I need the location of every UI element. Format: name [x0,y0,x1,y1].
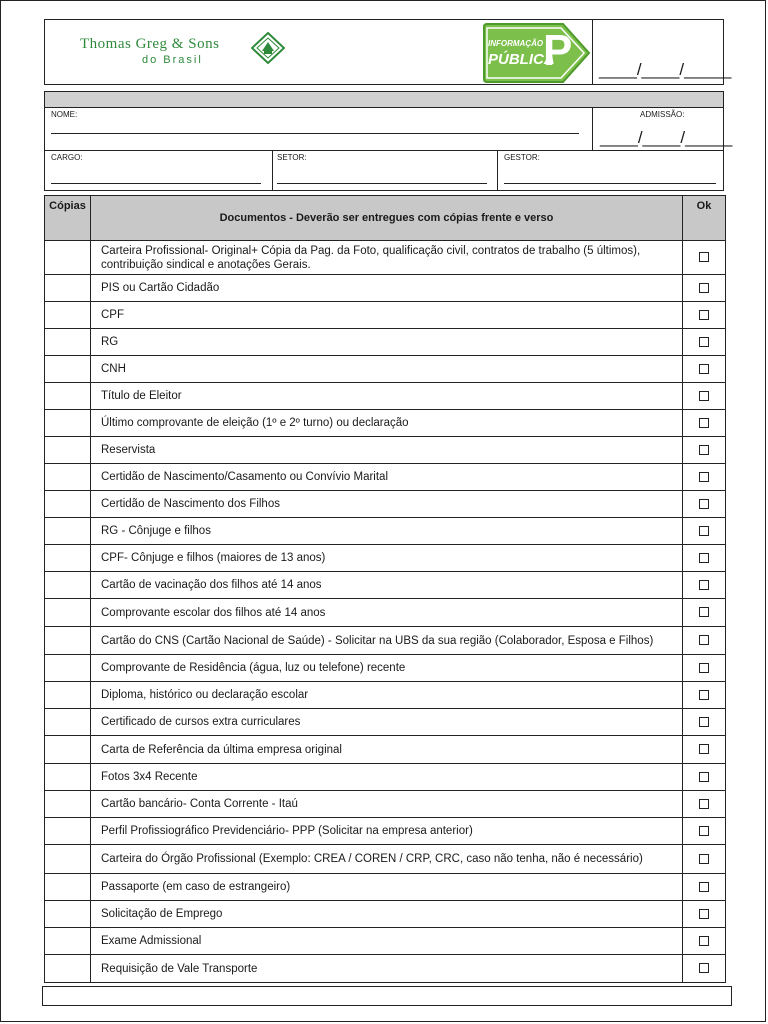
ok-checkbox[interactable] [699,635,709,645]
document-name: Título de Eleitor [91,383,683,410]
ok-checkbox[interactable] [699,526,709,536]
document-name: Carteira Profissional- Original+ Cópia da Pag. da Foto, qualificação civil, contratos de trabalho (5 últimos), contribuição sindical e anotações Gerais. [91,241,683,275]
document-date-field[interactable]: ____/____/_____ [599,60,732,79]
ok-cell [683,874,726,901]
table-row [45,275,726,302]
cargo-label: CARGO: [51,153,83,162]
ok-cell [683,682,726,709]
document-name: Último comprovante de eleição (1º e 2º turno) ou declaração [91,410,683,437]
table-row [45,901,726,928]
ok-checkbox[interactable] [699,418,709,428]
copies-cell[interactable] [45,791,91,818]
document-name: CPF- Cônjuge e filhos (maiores de 13 anos) [91,545,683,572]
copies-cell[interactable] [45,302,91,329]
document-name: Cartão bancário- Conta Corrente - Itaú [91,791,683,818]
ok-cell [683,736,726,764]
document-name: Reservista [91,437,683,464]
ok-checkbox[interactable] [699,364,709,374]
copies-cell[interactable] [45,599,91,627]
copies-cell[interactable] [45,572,91,599]
copies-cell[interactable] [45,928,91,955]
document-name: Cartão de vacinação dos filhos até 14 anos [91,572,683,599]
table-row [45,791,726,818]
diamond-emblem-icon [251,32,285,64]
setor-label: SETOR: [277,153,307,162]
copies-cell[interactable] [45,955,91,983]
ok-cell [683,791,726,818]
ok-checkbox[interactable] [699,963,709,973]
copies-cell[interactable] [45,736,91,764]
ok-cell [683,545,726,572]
copies-cell[interactable] [45,491,91,518]
copies-cell[interactable] [45,383,91,410]
ok-cell [683,491,726,518]
copies-cell[interactable] [45,329,91,356]
document-name: RG - Cônjuge e filhos [91,518,683,545]
info-divider-admissao [592,108,593,150]
table-row [45,818,726,845]
ok-checkbox[interactable] [699,252,709,262]
copies-cell[interactable] [45,410,91,437]
table-row [45,736,726,764]
info-divider-gestor [497,151,498,191]
table-row [45,955,726,983]
ok-cell [683,599,726,627]
table-header-row [45,196,726,241]
ok-cell [683,764,726,791]
document-name: Passaporte (em caso de estrangeiro) [91,874,683,901]
ok-cell [683,572,726,599]
copies-cell[interactable] [45,241,91,275]
badge-letter: P [543,26,573,75]
document-name: Fotos 3x4 Recente [91,764,683,791]
copies-cell[interactable] [45,655,91,682]
copies-cell[interactable] [45,682,91,709]
copies-cell[interactable] [45,845,91,874]
ok-cell [683,437,726,464]
ok-checkbox[interactable] [699,391,709,401]
column-header-ok: Ok [683,196,726,241]
document-name: CPF [91,302,683,329]
table-row [45,545,726,572]
ok-cell [683,955,726,983]
ok-cell [683,329,726,356]
copies-cell[interactable] [45,545,91,572]
ok-cell [683,627,726,655]
copies-cell[interactable] [45,437,91,464]
table-row [45,356,726,383]
ok-checkbox[interactable] [699,580,709,590]
table-row [45,383,726,410]
ok-cell [683,655,726,682]
document-name: Requisição de Vale Transporte [91,955,683,983]
ok-checkbox[interactable] [699,607,709,617]
table-row [45,764,726,791]
copies-cell[interactable] [45,627,91,655]
badge-label-main: PÚBLICA [488,51,555,68]
table-row [45,302,726,329]
ok-checkbox[interactable] [699,717,709,727]
nome-field[interactable] [51,133,579,134]
ok-checkbox[interactable] [699,854,709,864]
table-row [45,572,726,599]
ok-checkbox[interactable] [699,882,709,892]
copies-cell[interactable] [45,709,91,736]
copies-cell[interactable] [45,356,91,383]
table-row [45,627,726,655]
table-row [45,518,726,545]
document-name: Cartão do CNS (Cartão Nacional de Saúde) - Solicitar na UBS da sua região (Colaborador, Esposa e Filhos) [91,627,683,655]
table-row [45,410,726,437]
document-name: Diploma, histórico ou declaração escolar [91,682,683,709]
logo-name: Thomas Greg & Sons [80,36,220,52]
ok-cell [683,709,726,736]
copies-cell[interactable] [45,901,91,928]
document-name: Certificado de cursos extra curriculares [91,709,683,736]
document-name: Carta de Referência da última empresa original [91,736,683,764]
ok-checkbox[interactable] [699,310,709,320]
table-row [45,655,726,682]
column-header-copias: Cópias [45,196,91,241]
ok-cell [683,410,726,437]
info-header-bar [45,92,723,108]
table-row [45,329,726,356]
ok-checkbox[interactable] [699,499,709,509]
ok-cell [683,302,726,329]
table-row [45,682,726,709]
footer-box [42,986,732,1006]
ok-checkbox[interactable] [699,799,709,809]
company-logo [80,32,290,72]
gestor-field[interactable] [504,183,716,184]
nome-label: NOME: [51,110,78,119]
document-name: Carteira do Órgão Profissional (Exemplo: CREA / COREN / CRP, CRC, caso não tenha, não é necessário) [91,845,683,874]
document-header [44,19,732,85]
ok-checkbox[interactable] [699,936,709,946]
ok-checkbox[interactable] [699,690,709,700]
badge-label-top: INFORMAÇÃO [488,39,544,48]
ok-cell [683,518,726,545]
document-name: RG [91,329,683,356]
ok-cell [683,845,726,874]
column-header-documentos: Documentos - Deverão ser entregues com cópias frente e verso [91,196,683,241]
ok-cell [683,241,726,275]
document-name: Certidão de Nascimento dos Filhos [91,491,683,518]
ok-cell [683,356,726,383]
ok-checkbox[interactable] [699,283,709,293]
ok-checkbox[interactable] [699,909,709,919]
copies-cell[interactable] [45,275,91,302]
table-row [45,491,726,518]
document-name: Exame Admissional [91,928,683,955]
table-row [45,464,726,491]
admissao-date-field[interactable]: ____/____/_____ [600,128,733,147]
ok-cell [683,275,726,302]
ok-checkbox[interactable] [699,445,709,455]
copies-cell[interactable] [45,464,91,491]
logo-subtitle: do Brasil [142,54,203,66]
table-row [45,845,726,874]
document-name: Solicitação de Emprego [91,901,683,928]
ok-checkbox[interactable] [699,337,709,347]
ok-cell [683,464,726,491]
table-row [45,709,726,736]
table-row [45,874,726,901]
ok-cell [683,818,726,845]
table-row [45,241,726,275]
ok-checkbox[interactable] [699,826,709,836]
copies-cell[interactable] [45,518,91,545]
info-divider-setor [272,151,273,191]
document-name: Perfil Profissiográfico Previdenciário- PPP (Solicitar na empresa anterior) [91,818,683,845]
ok-checkbox[interactable] [699,772,709,782]
ok-cell [683,383,726,410]
ok-cell [683,928,726,955]
document-name: CNH [91,356,683,383]
document-name: Comprovante de Residência (água, luz ou telefone) recente [91,655,683,682]
cargo-field[interactable] [51,183,261,184]
info-row-divider [45,150,723,151]
admissao-label: ADMISSÃO: [640,110,685,119]
table-row [45,928,726,955]
table-row [45,437,726,464]
ok-checkbox[interactable] [699,663,709,673]
documents-checklist-table [44,195,726,983]
ok-cell [683,901,726,928]
table-row [45,599,726,627]
copies-cell[interactable] [45,764,91,791]
ok-checkbox[interactable] [699,553,709,563]
document-name: PIS ou Cartão Cidadão [91,275,683,302]
ok-checkbox[interactable] [699,472,709,482]
ok-checkbox[interactable] [699,744,709,754]
public-information-badge [481,23,591,83]
copies-cell[interactable] [45,874,91,901]
header-divider [592,20,593,84]
document-name: Comprovante escolar dos filhos até 14 anos [91,599,683,627]
setor-field[interactable] [277,183,487,184]
copies-cell[interactable] [45,818,91,845]
document-name: Certidão de Nascimento/Casamento ou Convívio Marital [91,464,683,491]
employee-info-block [44,91,733,191]
gestor-label: GESTOR: [504,153,540,162]
